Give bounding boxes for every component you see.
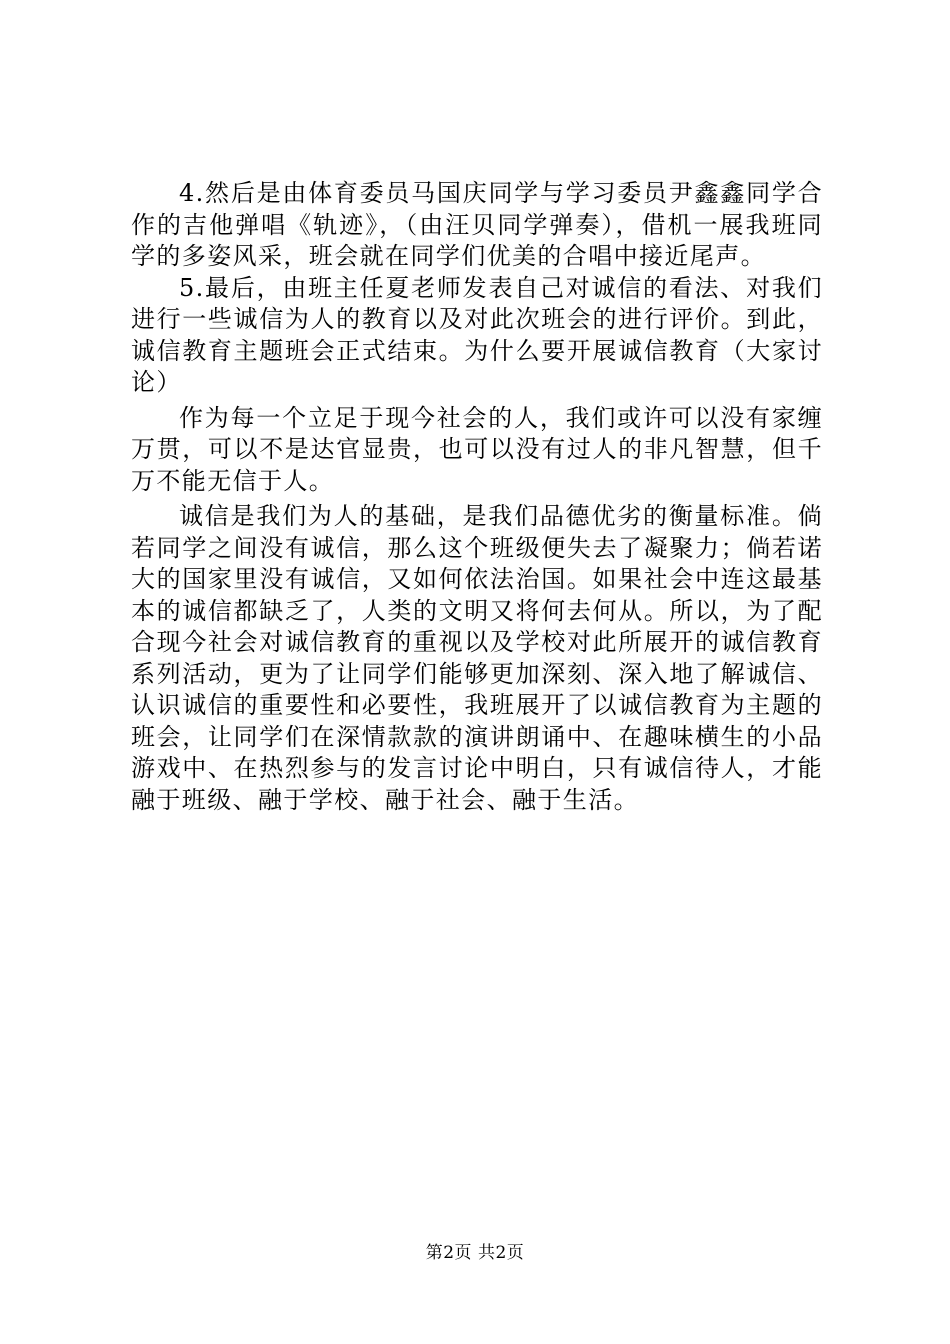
paragraph-item-5: 5.最后，由班主任夏老师发表自己对诚信的看法、对我们进行一些诚信为人的教育以及对此次班会的进行评价。到此，诚信教育主题班会正式结束。为什么要开展诚信教育（大家讨论） [131, 273, 823, 396]
document-body [131, 178, 823, 816]
page-footer: 第2页 共2页 [425, 1243, 525, 1263]
paragraph-integrity-body: 诚信是我们为人的基础，是我们品德优劣的衡量标准。倘若同学之间没有诚信，那么这个班级便失去了凝聚力；倘若诺大的国家里没有诚信，又如何依法治国。如果社会中连这最基本的诚信都缺乏了，人类的文明又将何去何从。所以，为了配合现今社会对诚信教育的重视以及学校对此所展开的诚信教育系列活动，更为了让同学们能够更加深刻、深入地了解诚信、认识诚信的重要性和必要性，我班展开了以诚信教育为主题的班会，让同学们在深情款款的演讲朗诵中、在趣味横生的小品游戏中、在热烈参与的发言讨论中明白，只有诚信待人，才能融于班级、融于学校、融于社会、融于生活。 [131, 502, 823, 814]
paragraph-integrity-intro: 作为每一个立足于现今社会的人，我们或许可以没有家缠万贯，可以不是达官显贵，也可以没有过人的非凡智慧，但千万不能无信于人。 [131, 403, 823, 495]
paragraph-item-4: 4.然后是由体育委员马国庆同学与学习委员尹鑫鑫同学合作的吉他弹唱《轨迹》，（由汪贝同学弹奏），借机一展我班同学的多姿风采，班会就在同学们优美的合唱中接近尾声。 [131, 179, 823, 270]
